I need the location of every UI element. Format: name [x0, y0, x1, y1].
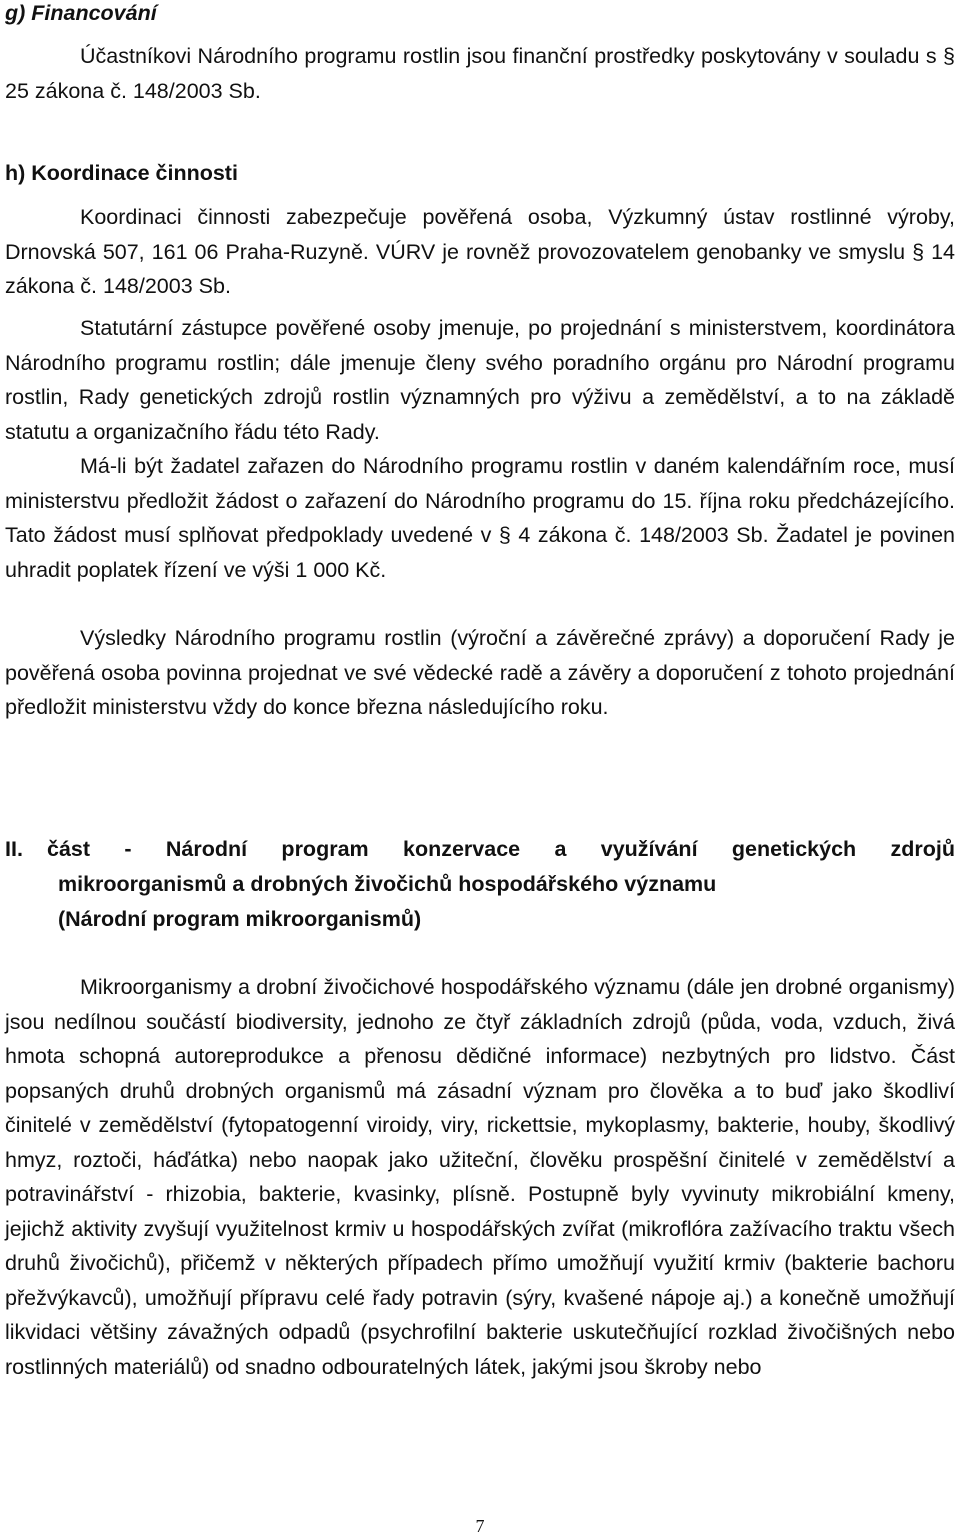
part-ii-text: Mikroorganismy a drobní živočichové hospodářského významu (dále jen drobné organismy) jsou nedílnou součástí biodiversity, jednoho ze čtyř základních zdrojů (půda, voda, vzduch, živá hmota schopná autoreprodukce a přenosu dědičné informace) nezbytných pro lidstvo. Část popsaných druhů drobných organismů má zásadní význam pro člověka a to buď jako škodliví činitelé v zemědělství (fytopatogenní viroidy, viry, rickettsie, mykoplasmy, bakterie, houby, škodlivý hmyz, roztoči, háďátka) nebo naopak jako užiteční, člověku prospěšní činitelé v zemědělství a potravinářství - rhizobia, bakterie, kvasinky, plísně. Postupně byly vyvinuty mikrobiální kmeny, jejichž aktivity zvyšují využitelnost krmiv u hospodářských zvířat (mikroflóra zažívacího traktu všech druhů živočichů), přičemž v některých případech přímo umožňují využití krmiv (bakterie bachoru přežvýkavců), umožňují přípravu celé řady potravin (sýry, kvašené nápoje aj.) a konečně umožňují likvidaci většiny závažných odpadů (psychrofilní bakterie uskutečňující rozklad živočišných nebo rostlinných materiálů) od snadno odbouratelných látek, jakými jsou škroby nebo: [5, 975, 955, 1379]
part-ii-title-line-2: mikroorganismů a drobných živočichů hospodářského významu: [58, 872, 717, 896]
section-g-heading: g) Financování: [5, 1, 157, 25]
section-h-paragraph-1: Koordinaci činnosti zabezpečuje pověřená osoba, Výzkumný ústav rostlinné výroby, Drnovská 507, 161 06 Praha-Ruzyně. VÚRV je rovněž provozovatelem genobanky ve smyslu § 14 zákona č. 148/2003 Sb.: [5, 205, 955, 298]
part-ii-title-line-3: (Národní program mikroorganismů): [58, 907, 422, 931]
section-h-heading: h) Koordinace činnosti: [5, 161, 238, 185]
section-g-text: Účastníkovi Národního programu rostlin jsou finanční prostředky poskytovány v souladu s § 25 zákona č. 148/2003 Sb.: [5, 44, 955, 103]
section-h-paragraph-3: Má-li být žadatel zařazen do Národního programu rostlin v daném kalendářním roce, musí ministerstvu předložit žádost o zařazení do Národního programu do 15. října roku předcházejícího. Tato žádost musí splňovat předpoklady uvedené v § 4 zákona č. 148/2003 Sb. Žadatel je povinen uhradit poplatek řízení ve výši 1 000 Kč.: [5, 454, 955, 582]
part-ii-title-line-1: část - Národní program konzervace a využívání genetických zdrojů: [47, 837, 955, 861]
part-ii-number: II.: [5, 837, 23, 861]
part-ii-heading: [5, 832, 955, 937]
section-h-paragraph-2: Statutární zástupce pověřené osoby jmenuje, po projednání s ministerstvem, koordinátora Národního programu rostlin; dále jmenuje členy svého poradního orgánu pro Národní programu rostlin, Rady genetických zdrojů rostlin významných pro výživu a zemědělství, a to na základě statutu a organizačního řádu této Rady.: [5, 316, 955, 444]
section-h-paragraph-4: Výsledky Národního programu rostlin (výroční a závěrečné zprávy) a doporučení Rady je pověřená osoba povinna projednat ve své vědecké radě a závěry a doporučení z tohoto projednání předložit ministerstvu vždy do konce března následujícího roku.: [5, 626, 955, 719]
page-number: 7: [475, 1516, 485, 1536]
